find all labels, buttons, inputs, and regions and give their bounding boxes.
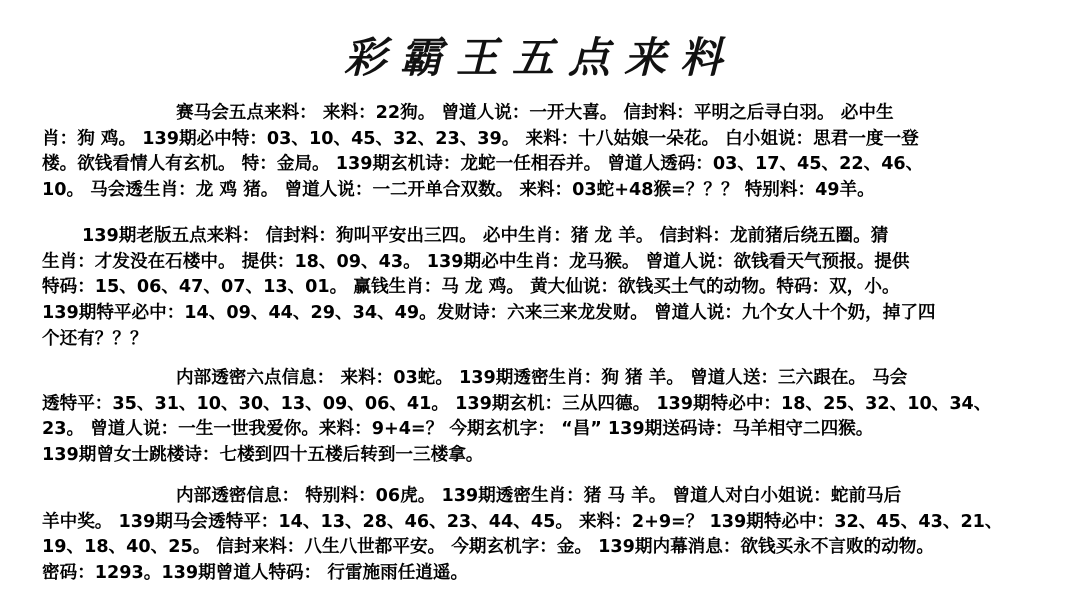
paragraph-line: 特码：15、06、47、07、13、01。 赢钱生肖：马 龙 鸡。 黄大仙说：欲钱买土气的动物。特码：双，小。 — [42, 277, 900, 298]
paragraph-line: 个还有？？？ — [42, 328, 148, 349]
paragraph-line: 10。 马会透生肖：龙 鸡 猪。 曾道人说：一二开单合双数。 来料：03蛇+48猴=？？？ 特别料：49羊。 — [42, 180, 875, 201]
paragraph-line: 139期曾女士跳楼诗：七楼到四十五楼后转到一三楼拿。 — [42, 445, 484, 466]
paragraph-line: 密码：1293。139期曾道人特码： 行雷施雨任逍遥。 — [42, 563, 469, 584]
paragraph-line: 赛马会五点来料： 来料：22狗。 曾道人说：一开大喜。 信封料：平明之后寻白羽。 必中生 — [176, 103, 894, 123]
paragraph-line: 楼。欲钱看情人有玄机。 特：金局。 139期玄机诗：龙蛇一任相吞并。 曾道人透码：03、17、45、22、46、 — [42, 154, 924, 175]
paragraph-4 — [42, 484, 1042, 587]
paragraph-line: 内部透密信息： 特别料：06虎。 139期透密生肖：猪 马 羊。 曾道人对白小姐说：蛇前马后 — [176, 486, 902, 506]
paragraph-1 — [42, 101, 1042, 204]
paragraph-line: 内部透密六点信息： 来料：03蛇。 139期透密生肖：狗 猪 羊。 曾道人送：三六跟在。 马会 — [176, 368, 908, 388]
paragraph-3 — [42, 366, 1042, 469]
paragraph-2 — [42, 224, 1042, 352]
page-title: 彩霸王五点来料 — [343, 33, 736, 82]
paragraph-line: 生肖：才发没在石楼中。 提供：18、09、43。 139期必中生肖：龙马猴。 曾道人说：欲钱看天气预报。提供 — [42, 251, 910, 272]
paragraph-line: 139期老版五点来料： 信封料：狗叫平安出三四。 必中生肖：猪 龙 羊。 信封料：龙前猪后绕五圈。猜 — [82, 226, 889, 246]
paragraph-line: 羊中奖。 139期马会透特平：14、13、28、46、23、44、45。 来料：2+9=？ 139期特必中：32、45、43、21、 — [42, 511, 1003, 532]
paragraph-line: 19、18、40、25。 信封来料：八生八世都平安。 今期玄机字：金。 139期内幕消息：欲钱买永不言败的动物。 — [42, 537, 934, 558]
paragraph-line: 透特平：35、31、10、30、13、09、06、41。 139期玄机：三从四德。 139期特必中：18、25、32、10、34、 — [42, 393, 992, 414]
paragraph-line: 139期特平必中：14、09、44、29、34、49。发财诗：六来三来龙发财。 曾道人说：九个女人十个奶，掉了四 — [42, 303, 936, 324]
paragraph-line: 23。 曾道人说：一生一世我爱你。来料：9+4=？ 今期玄机字： “昌” 139期送码诗：马羊相守二四猴。 — [42, 419, 874, 440]
paragraph-line: 肖：狗 鸡。 139期必中特：03、10、45、32、23、39。 来料：十八姑娘一朵花。 白小姐说：思君一度一登 — [42, 128, 919, 149]
